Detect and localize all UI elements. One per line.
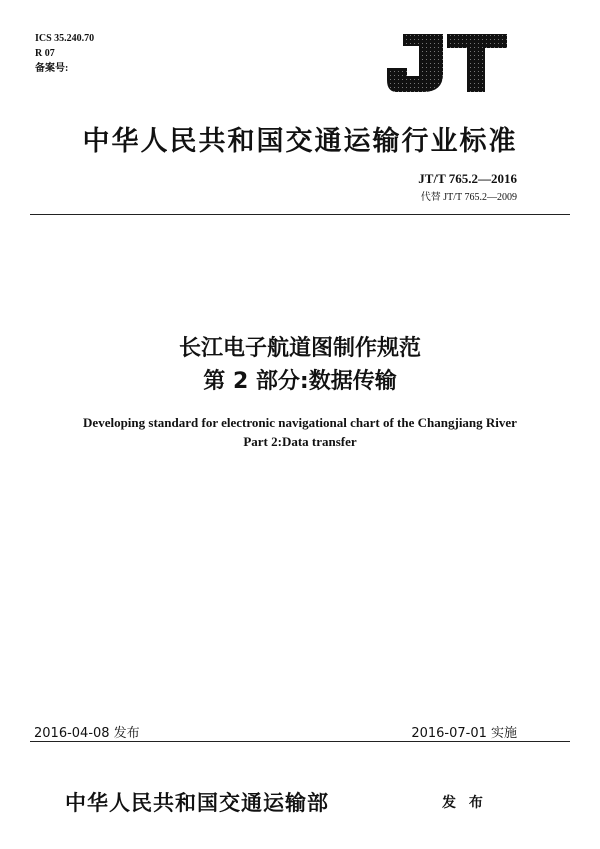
- title-zh-line2: 第 2 部分:数据传输: [203, 369, 397, 394]
- issue-date: 2016-04-08 发布: [34, 726, 140, 741]
- record-number-label: 备案号:: [35, 63, 69, 74]
- standard-code: JT/T 765.2—2016: [418, 171, 517, 186]
- title-zh-line1: 长江电子航道图制作规范: [178, 336, 421, 361]
- top-divider: [30, 214, 570, 215]
- standard-category-title: 中华人民共和国交通运输行业标准: [82, 126, 518, 157]
- classification-code: R 07: [35, 48, 55, 59]
- implementation-date: 2016-07-01 实施: [411, 726, 517, 741]
- issuing-authority: 中华人民共和国交通运输部: [65, 791, 329, 815]
- title-en-line1: Developing standard for electronic navigational chart of the Changjiang River: [83, 415, 517, 430]
- ics-code: ICS 35.240.70: [35, 33, 95, 44]
- title-en-line2: Part 2:Data transfer: [243, 434, 357, 449]
- document-meta: [35, 31, 94, 76]
- bottom-divider: [30, 741, 570, 742]
- issued-label: 发 布: [442, 795, 487, 811]
- jt-logo: [385, 30, 510, 95]
- replaces-standard: 代替 JT/T 765.2—2009: [420, 192, 517, 203]
